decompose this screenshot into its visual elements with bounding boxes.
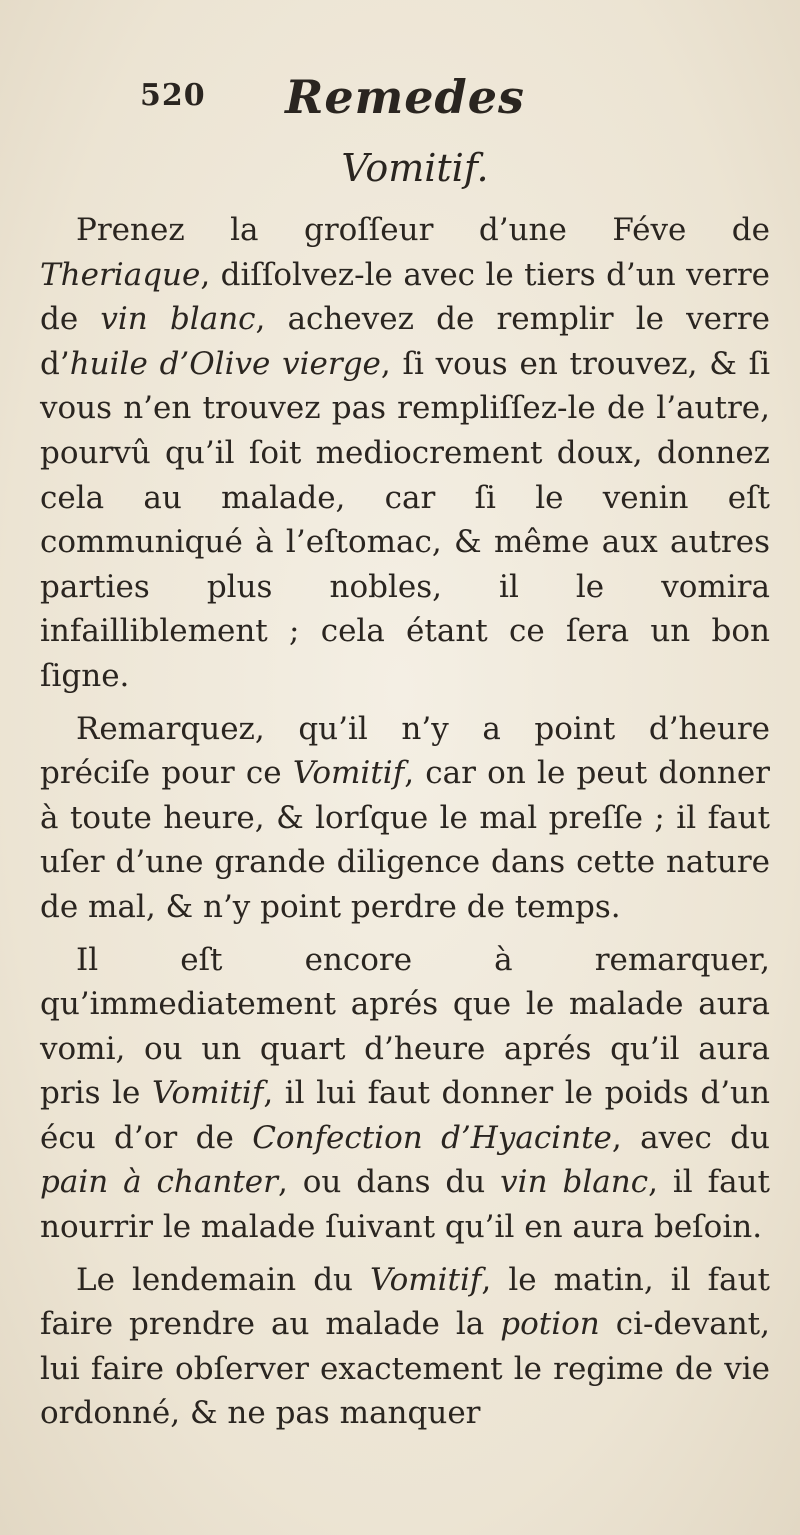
text-run: Il eſt encore à remarquer, qu’immediatement aprés que le malade aura vomi, ou un quart d’heure aprés qu’il aura pris le bbox=[40, 941, 770, 1112]
text-run: , diſſolvez-le avec le tiers d’un verre de bbox=[40, 256, 770, 338]
paragraph bbox=[40, 938, 770, 1250]
italic-term: Vomitif bbox=[292, 755, 405, 792]
running-title: Remedes bbox=[285, 70, 525, 124]
italic-term: Vomitif bbox=[151, 1075, 264, 1112]
text-run: , il faut nourrir le malade ſuivant qu’il en aura beſoin. bbox=[40, 1164, 770, 1246]
italic-term: vin blanc bbox=[500, 1164, 649, 1201]
body-text bbox=[40, 208, 770, 1436]
paragraph bbox=[40, 208, 770, 699]
italic-term: huile d’Olive vierge bbox=[69, 345, 381, 382]
text-run: , ſi vous en trouvez, & ſi vous n’en trouvez pas rempliſſez-le de l’autre, pourvû qu’il ſoit mediocrement doux, donnez cela au malade, car ſi le venin eſt communiqué à l’eſtomac, & même aux autres parties plus nobles, il le vomira infailliblement ; cela étant ce ſera un bon ſigne. bbox=[40, 345, 770, 694]
italic-term: Confection d’Hyacinte bbox=[252, 1119, 612, 1156]
italic-term: potion bbox=[500, 1306, 600, 1343]
italic-term: vin blanc bbox=[100, 301, 256, 338]
paragraph bbox=[40, 1258, 770, 1436]
text-run: , achevez de remplir le verre d’ bbox=[40, 301, 770, 382]
section-title: Vomitif. bbox=[341, 146, 489, 190]
text-run: , car on le peut donner à toute heure, & lorſque le mal preſſe ; il faut uſer d’une grande diligence dans cette nature de mal, & n’y point perdre de temps. bbox=[40, 755, 770, 925]
page-header bbox=[40, 0, 770, 140]
paragraph bbox=[40, 707, 770, 930]
italic-term: Theriaque bbox=[40, 256, 201, 293]
italic-term: Vomitif bbox=[370, 1261, 482, 1298]
text-run: Le lendemain du bbox=[76, 1261, 371, 1298]
text-run: , ou dans du bbox=[277, 1164, 501, 1201]
text-run: ci-devant, lui faire obſerver exactement le regime de vie ordonné, & ne pas manquer bbox=[40, 1306, 770, 1432]
text-run: , avec du bbox=[611, 1119, 770, 1156]
text-run: , le matin, il faut faire prendre au malade la bbox=[40, 1261, 770, 1343]
italic-term: pain à chanter bbox=[40, 1164, 278, 1201]
text-run: Prenez la groſſeur d’une Féve de bbox=[76, 212, 770, 248]
text-run: , il lui faut donner le poids d’un écu d’or de bbox=[40, 1075, 770, 1156]
text-run: Remarquez, qu’il n’y a point d’heure préciſe pour ce bbox=[40, 710, 770, 792]
page-number: 520 bbox=[140, 78, 206, 113]
